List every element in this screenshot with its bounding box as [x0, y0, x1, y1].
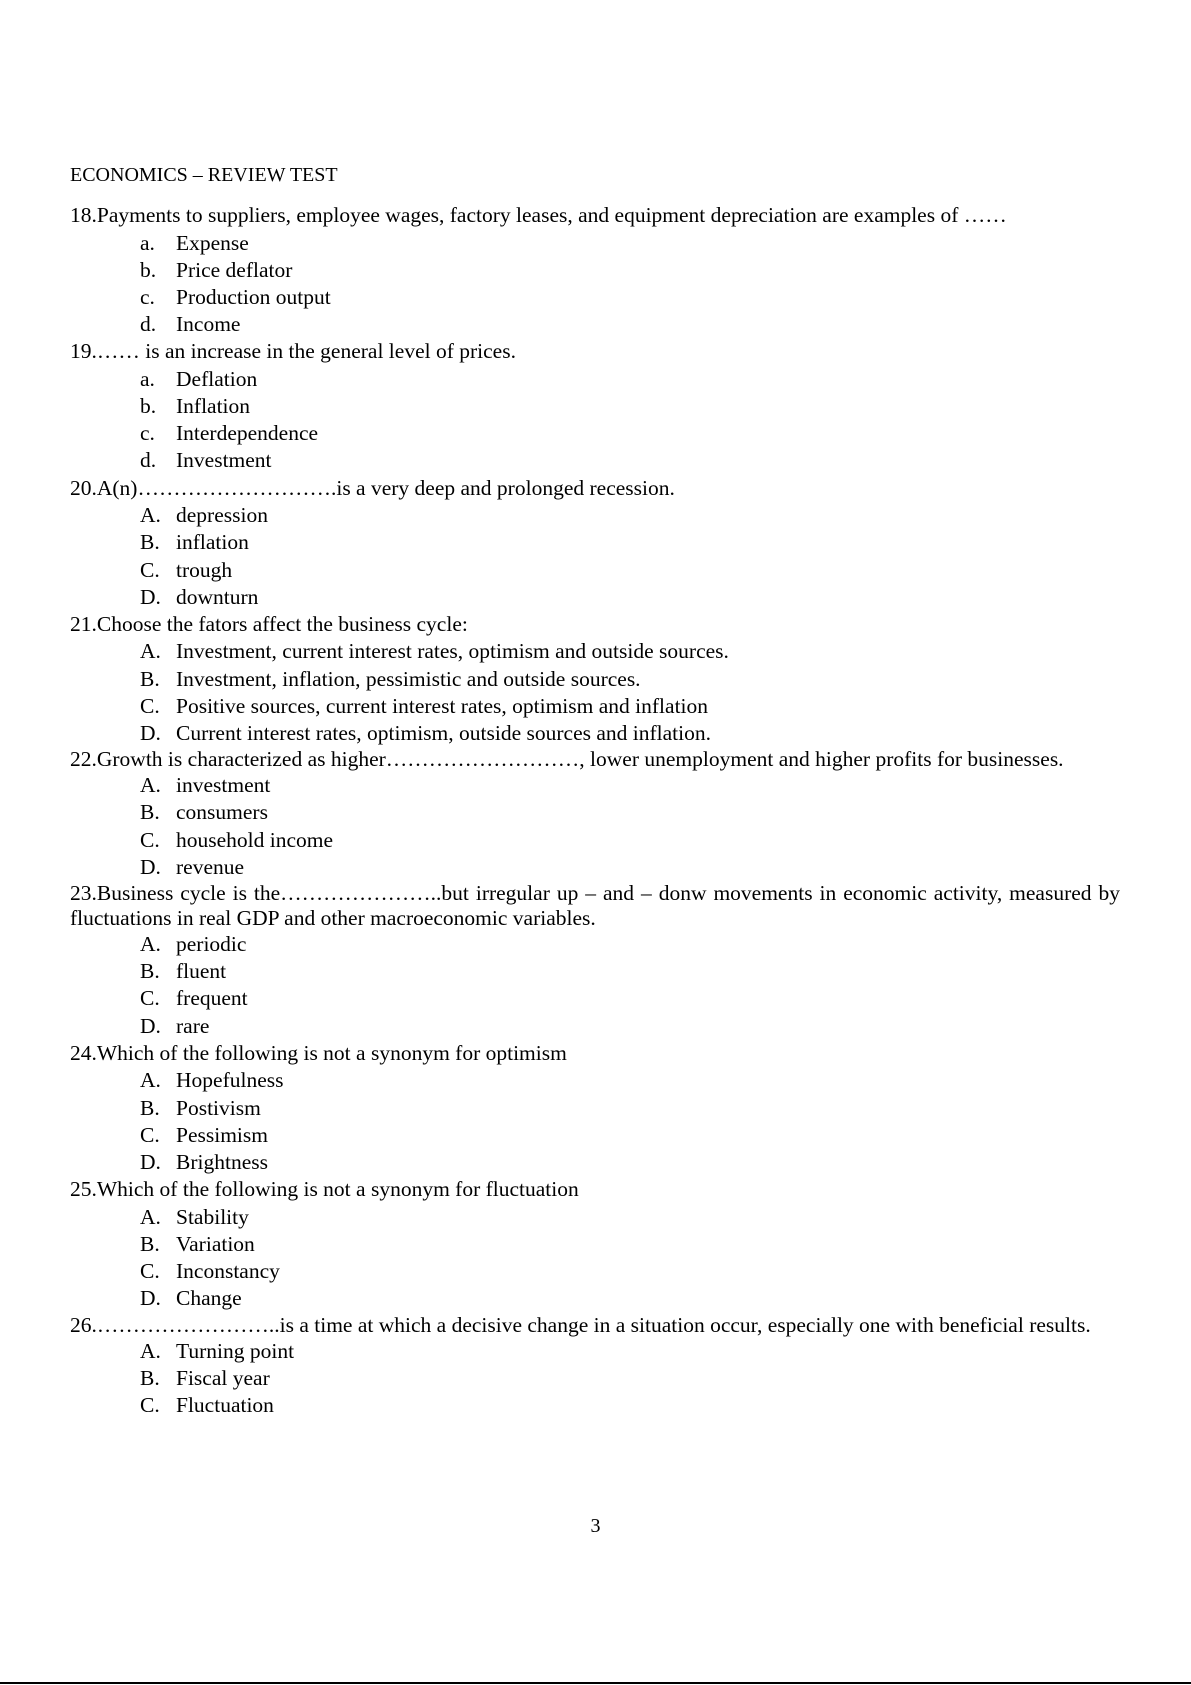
- option-letter: B.: [140, 800, 160, 825]
- option-letter: C.: [140, 1259, 160, 1284]
- option-text: Pessimism: [176, 1122, 268, 1147]
- option-letter: D.: [140, 584, 161, 609]
- option-text: Stability: [176, 1204, 249, 1229]
- answer-option: [70, 693, 1120, 720]
- answer-option: [70, 1095, 1120, 1122]
- option-text: consumers: [176, 800, 268, 825]
- answer-option: [70, 1149, 1120, 1176]
- option-letter: D.: [140, 854, 161, 879]
- option-text: Investment, current interest rates, optimism and outside sources.: [176, 639, 729, 664]
- answer-option: [70, 931, 1120, 958]
- option-text: periodic: [176, 932, 247, 957]
- option-text: Turning point: [176, 1338, 295, 1363]
- answer-option: [70, 1285, 1120, 1312]
- question-list: [70, 202, 1120, 1419]
- option-list: [70, 1067, 1120, 1176]
- question-item: [70, 1040, 1120, 1176]
- option-letter: a.: [140, 230, 155, 255]
- option-letter: B.: [140, 1231, 160, 1256]
- answer-option: [70, 799, 1120, 826]
- option-list: [70, 931, 1120, 1040]
- option-text: Inconstancy: [176, 1259, 280, 1284]
- question-text: 18.Payments to suppliers, employee wages, factory leases, and equipment depreciation are examples of ……: [70, 203, 1007, 227]
- answer-option: [70, 284, 1120, 311]
- question-item: [70, 1176, 1120, 1312]
- answer-option: [70, 985, 1120, 1012]
- answer-option: [70, 827, 1120, 854]
- option-text: Variation: [176, 1231, 255, 1256]
- question-text: 19.…… is an increase in the general level of prices.: [70, 339, 516, 364]
- question-text: 21.Choose the fators affect the business cycle:: [70, 611, 468, 636]
- option-list: [70, 772, 1120, 881]
- option-letter: A.: [140, 932, 161, 957]
- option-text: fluent: [176, 959, 227, 984]
- option-text: household income: [176, 827, 334, 852]
- answer-option: [70, 772, 1120, 799]
- option-letter: C.: [140, 827, 160, 852]
- option-letter: B.: [140, 959, 160, 984]
- answer-option: [70, 1365, 1120, 1392]
- page-number: 3: [590, 1515, 601, 1537]
- question-item: [70, 881, 1120, 1040]
- option-list: [70, 1204, 1120, 1313]
- answer-option: [70, 420, 1120, 447]
- option-list: [70, 366, 1120, 475]
- option-letter: A.: [140, 503, 161, 528]
- answer-option: [70, 1392, 1120, 1419]
- option-text: Postivism: [176, 1095, 261, 1120]
- answer-option: [70, 666, 1120, 693]
- option-text: Brightness: [176, 1149, 268, 1174]
- option-letter: C.: [140, 1392, 160, 1417]
- option-letter: D.: [140, 721, 161, 746]
- option-text: downturn: [176, 584, 259, 609]
- answer-option: [70, 230, 1120, 257]
- answer-option: [70, 854, 1120, 881]
- option-text: trough: [176, 557, 233, 582]
- option-list: [70, 638, 1120, 747]
- document-header: ECONOMICS – REVIEW TEST: [70, 164, 338, 186]
- option-letter: c.: [140, 284, 155, 309]
- option-letter: C.: [140, 557, 160, 582]
- question-text: 20.A(n)……………………….is a very deep and prolonged recession.: [70, 475, 675, 500]
- answer-option: [70, 1122, 1120, 1149]
- answer-option: [70, 1204, 1120, 1231]
- question-item: [70, 611, 1120, 747]
- answer-option: [70, 393, 1120, 420]
- option-text: Price deflator: [176, 257, 293, 282]
- option-letter: B.: [140, 666, 160, 691]
- option-letter: d.: [140, 448, 157, 473]
- answer-option: [70, 1258, 1120, 1285]
- option-letter: B.: [140, 1095, 160, 1120]
- document-page: [70, 160, 1120, 1419]
- option-text: depression: [176, 503, 268, 528]
- answer-option: [70, 502, 1120, 529]
- option-text: investment: [176, 773, 271, 798]
- question-text: 24.Which of the following is not a synonym for optimism: [70, 1040, 567, 1065]
- option-text: Expense: [176, 230, 249, 255]
- option-letter: a.: [140, 366, 155, 391]
- answer-option: [70, 257, 1120, 284]
- option-letter: C.: [140, 1122, 160, 1147]
- option-letter: A.: [140, 1204, 161, 1229]
- option-letter: A.: [140, 639, 161, 664]
- answer-option: [70, 557, 1120, 584]
- option-letter: A.: [140, 1338, 161, 1363]
- option-letter: D.: [140, 1013, 161, 1038]
- answer-option: [70, 1067, 1120, 1094]
- option-text: Interdependence: [176, 421, 319, 446]
- question-text: 23.Business cycle is the…………………..but irregular up – and – donw movements in economic activity, measured by fluctuations in real GDP and other macroeconomic variables.: [70, 881, 1120, 931]
- option-letter: d.: [140, 312, 157, 337]
- option-text: Income: [176, 312, 241, 337]
- option-list: [70, 502, 1120, 611]
- bottom-rule: [0, 1682, 1191, 1684]
- answer-option: [70, 529, 1120, 556]
- option-text: Positive sources, current interest rates, optimism and inflation: [176, 693, 709, 718]
- option-letter: B.: [140, 1365, 160, 1390]
- answer-option: [70, 1013, 1120, 1040]
- option-text: Deflation: [176, 366, 258, 391]
- answer-option: [70, 638, 1120, 665]
- option-text: Fluctuation: [176, 1392, 274, 1417]
- option-letter: B.: [140, 530, 160, 555]
- option-text: revenue: [176, 854, 245, 879]
- answer-option: [70, 584, 1120, 611]
- answer-option: [70, 1231, 1120, 1258]
- option-list: [70, 230, 1120, 339]
- option-letter: C.: [140, 986, 160, 1011]
- option-text: Investment: [176, 448, 272, 473]
- option-letter: b.: [140, 257, 157, 282]
- option-letter: D.: [140, 1149, 161, 1174]
- answer-option: [70, 720, 1120, 747]
- option-text: Current interest rates, optimism, outside sources and inflation.: [176, 721, 712, 746]
- option-text: rare: [176, 1013, 210, 1038]
- question-item: [70, 202, 1120, 338]
- option-letter: c.: [140, 421, 155, 446]
- option-letter: A.: [140, 1068, 161, 1093]
- option-letter: A.: [140, 773, 161, 798]
- question-item: [70, 475, 1120, 611]
- option-text: Investment, inflation, pessimistic and outside sources.: [176, 666, 641, 691]
- question-item: [70, 1313, 1120, 1420]
- option-text: frequent: [176, 986, 248, 1011]
- question-text: 22.Growth is characterized as higher………………………, lower unemployment and higher profits for businesses.: [70, 747, 1064, 772]
- answer-option: [70, 1338, 1120, 1365]
- question-item: [70, 747, 1120, 881]
- option-text: Fiscal year: [176, 1365, 270, 1390]
- option-letter: C.: [140, 693, 160, 718]
- option-list: [70, 1338, 1120, 1420]
- option-text: Change: [176, 1286, 242, 1311]
- option-text: Inflation: [176, 394, 251, 419]
- option-letter: b.: [140, 394, 157, 419]
- question-text: 25.Which of the following is not a synonym for fluctuation: [70, 1177, 579, 1202]
- option-text: Production output: [176, 284, 331, 309]
- answer-option: [70, 447, 1120, 474]
- answer-option: [70, 366, 1120, 393]
- answer-option: [70, 311, 1120, 338]
- question-text: 26.……………………..is a time at which a decisive change in a situation occur, especially one with beneficial results.: [70, 1312, 1091, 1337]
- option-text: inflation: [176, 530, 249, 555]
- answer-option: [70, 958, 1120, 985]
- option-text: Hopefulness: [176, 1068, 284, 1093]
- option-letter: D.: [140, 1286, 161, 1311]
- question-item: [70, 338, 1120, 474]
